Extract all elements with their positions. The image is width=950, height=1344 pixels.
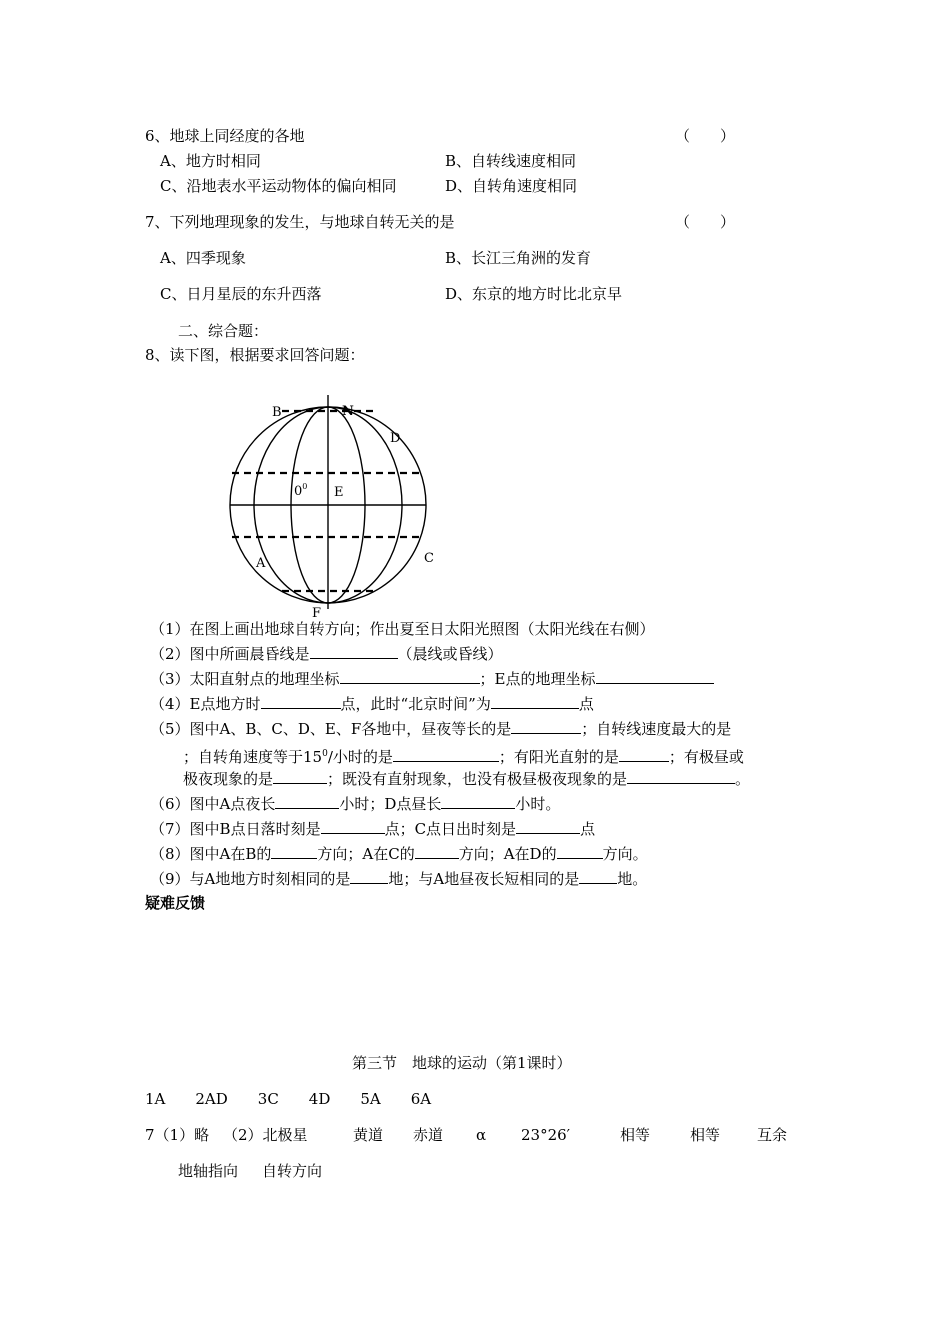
answer-blank[interactable] <box>516 819 580 834</box>
answers-line-2-item: 7（1）略 <box>145 1126 210 1144</box>
q8-sub2: （2）图中所画晨昏线是 （晨线或昏线） <box>150 645 503 663</box>
answer-blank[interactable] <box>393 747 499 762</box>
answer-blank[interactable] <box>491 694 579 709</box>
answers-line-2-item: 相等 <box>690 1126 721 1144</box>
answers-line-3-item: 地轴指向 <box>178 1162 239 1180</box>
answers-line-2-item: 23°26′ <box>521 1126 571 1144</box>
q6-stem: 6、地球上同经度的各地 <box>145 127 305 145</box>
q6-option-d: D、自转角速度相同 <box>445 177 578 195</box>
feedback-heading: 疑难反馈 <box>145 894 206 912</box>
q8-sub4: （4）E点地方时 点，此时“北京时间”为 点 <box>150 695 594 713</box>
q8-sub1: （1）在图上画出地球自转方向；作出夏至日太阳光照图（太阳光线在右侧） <box>150 620 655 638</box>
q7-option-d: D、东京的地方时比北京早 <box>445 285 623 303</box>
q8-stem: 8、读下图，根据要求回答问题： <box>145 346 365 364</box>
answers-line-2-item: α <box>476 1126 487 1144</box>
q8-sub3: （3）太阳直射点的地理坐标 ；E点的地理坐标 <box>150 669 714 689</box>
q8-sub6: （6）图中A点夜长 小时；D点昼长 小时。 <box>150 795 561 813</box>
answer-blank[interactable] <box>271 844 317 859</box>
answer-blank[interactable] <box>557 844 603 859</box>
answer-blank[interactable] <box>441 794 515 809</box>
globe-diagram <box>220 395 460 625</box>
q7-option-c: C、日月星辰的东升西落 <box>160 285 322 303</box>
answer-blank[interactable] <box>596 669 714 684</box>
q8-sub8: （8）图中A在B的 方向；A在C的 方向；A在D的 方向。 <box>150 845 648 863</box>
q7-option-a: A、四季现象 <box>160 249 246 267</box>
answer-blank[interactable] <box>579 869 617 884</box>
answer-blank[interactable] <box>273 769 327 784</box>
answers-line-2-item: 黄道 <box>353 1126 384 1144</box>
q8-sub5-line2: ；自转角速度等于$15^0/$小时的是 ；有阳光直射的是 ；有极昼或 <box>183 748 744 766</box>
q6-option-b: B、自转线速度相同 <box>445 152 577 170</box>
answer-blank[interactable] <box>627 769 735 784</box>
q7-stem: 7、下列地理现象的发生，与地球自转无关的是 <box>145 213 455 231</box>
q6-answer-paren: （ ） <box>675 127 736 145</box>
answers-line-2-item: （2）北极星 <box>223 1126 308 1144</box>
q8-sub7: （7）图中B点日落时刻是 点；C点日出时刻是 点 <box>150 820 596 838</box>
answer-blank[interactable] <box>321 819 385 834</box>
q7-answer-paren: （ ） <box>675 213 736 231</box>
answer-blank[interactable] <box>415 844 459 859</box>
answer-blank[interactable] <box>275 794 339 809</box>
answer-blank[interactable] <box>310 644 398 659</box>
answer-blank[interactable] <box>340 669 480 684</box>
answers-line-2-item: 互余 <box>757 1126 788 1144</box>
label-f: F <box>312 606 322 621</box>
q6-option-c: C、沿地表水平运动物体的偏向相同 <box>160 177 397 195</box>
answers-line-1: 1A 2AD 3C 4D 5A 6A <box>145 1090 432 1108</box>
answer-blank[interactable] <box>511 719 581 734</box>
answers-title: 第三节 地球的运动（第1课时） <box>352 1054 572 1072</box>
label-b: B <box>272 405 282 420</box>
q8-sub5-line1: （5）图中A、B、C、D、E、F各地中，昼夜等长的是 ；自转线速度最大的是 <box>150 720 732 738</box>
label-a: A <box>256 556 266 571</box>
label-n: N <box>342 404 354 419</box>
label-e: E <box>334 485 344 500</box>
answer-blank[interactable] <box>619 747 669 762</box>
label-d: D <box>390 431 401 446</box>
q8-sub9: （9）与A地地方时刻相同的是 地；与A地昼夜长短相同的是 地。 <box>150 870 648 888</box>
answers-line-2-item: 赤道 <box>413 1126 444 1144</box>
q7-option-b: B、长江三角洲的发育 <box>445 249 592 267</box>
q6-option-a: A、地方时相同 <box>160 152 261 170</box>
answer-blank[interactable] <box>350 869 388 884</box>
answer-blank[interactable] <box>261 694 341 709</box>
answers-line-3-item: 自转方向 <box>262 1162 323 1180</box>
label-c: C <box>424 551 434 566</box>
answers-line-2-item: 相等 <box>620 1126 651 1144</box>
q8-sub5-line3: 极夜现象的是 ；既没有直射现象，也没有极昼极夜现象的是 。 <box>183 770 751 788</box>
section-heading: 二、综合题： <box>178 322 269 340</box>
label-zero: $0^0$ <box>294 482 308 499</box>
